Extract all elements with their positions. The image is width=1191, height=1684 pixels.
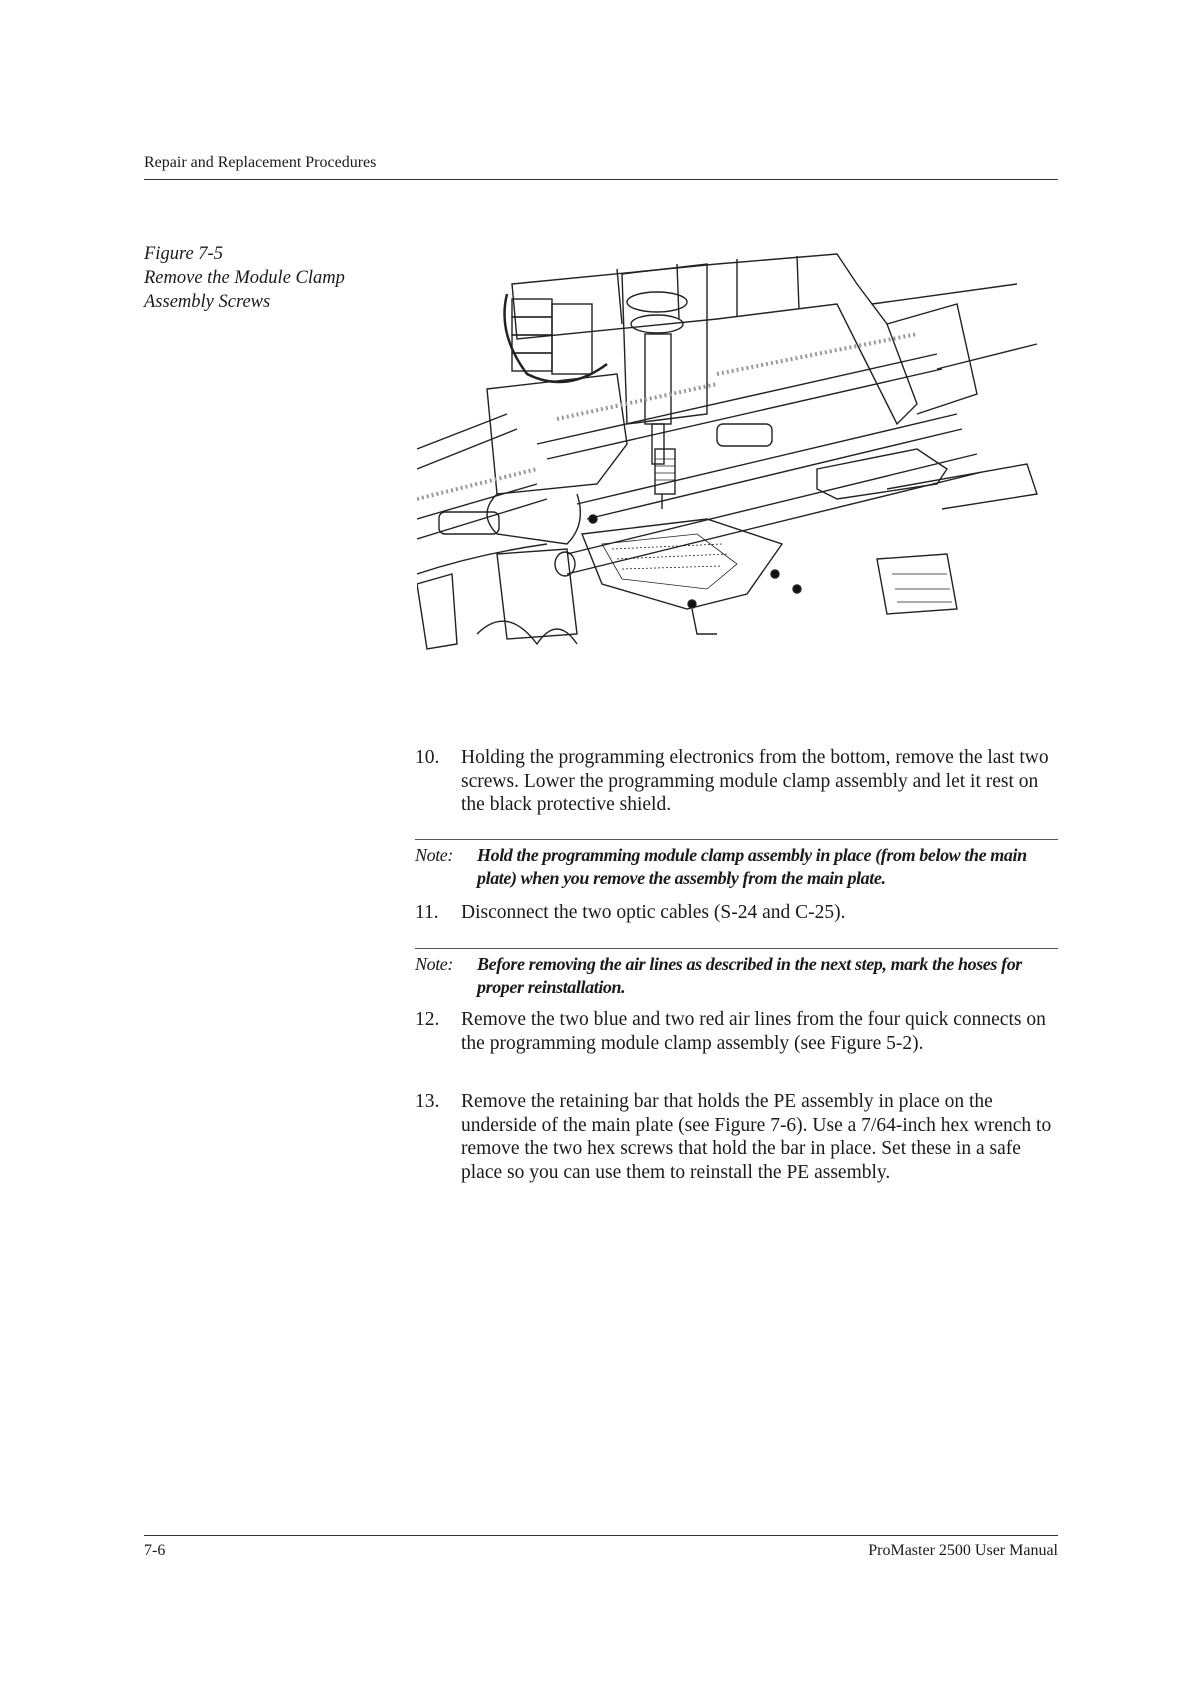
step-11 xyxy=(415,901,1065,925)
note-2 xyxy=(415,953,1065,999)
header-rule xyxy=(144,179,1058,180)
note-rule xyxy=(415,839,1058,840)
note-text: Before removing the air lines as described in the next step, mark the hoses for proper reinstallation. xyxy=(477,954,1022,997)
figure-caption xyxy=(144,242,345,314)
figure-number: Figure 7-5 xyxy=(144,244,223,264)
step-13 xyxy=(415,1090,1065,1184)
manual-title: ProMaster 2500 User Manual xyxy=(868,1542,1058,1559)
step-number: 12. xyxy=(415,1009,440,1030)
step-number: 10. xyxy=(415,747,440,768)
step-text: Holding the programming electronics from the bottom, remove the last two screws. Lower the programming module clamp assembly and let it rest on the black protective shield. xyxy=(461,747,1049,815)
note-label: Note: xyxy=(415,954,453,974)
page-number: 7-6 xyxy=(144,1542,166,1559)
module-clamp-illustration xyxy=(417,244,1042,706)
running-header: Repair and Replacement Procedures xyxy=(144,154,377,171)
figure-title-line1: Remove the Module Clamp xyxy=(144,268,345,288)
note-label: Note: xyxy=(415,845,453,865)
note-text: Hold the programming module clamp assembly in place (from below the main plate) when you remove the assembly from the main plate. xyxy=(477,845,1027,888)
figure-title-line2: Assembly Screws xyxy=(144,292,271,312)
step-10 xyxy=(415,746,1065,817)
step-number: 11. xyxy=(415,902,439,923)
step-text: Remove the retaining bar that holds the PE assembly in place on the underside of the main plate (see Figure 7-6). Use a 7/64-inch hex wrench to remove the two hex screws that hold the bar in place. Set these in a safe place so you can use them to reinstall the PE assembly. xyxy=(461,1091,1052,1183)
footer-rule xyxy=(144,1535,1058,1536)
step-text: Remove the two blue and two red air lines from the four quick connects on the programming module clamp assembly (see Figure 5-2). xyxy=(461,1009,1046,1054)
note-rule xyxy=(415,948,1058,949)
note-1 xyxy=(415,844,1065,890)
step-text: Disconnect the two optic cables (S-24 and C-25). xyxy=(461,902,846,923)
step-12 xyxy=(415,1008,1065,1055)
step-number: 13. xyxy=(415,1091,440,1112)
